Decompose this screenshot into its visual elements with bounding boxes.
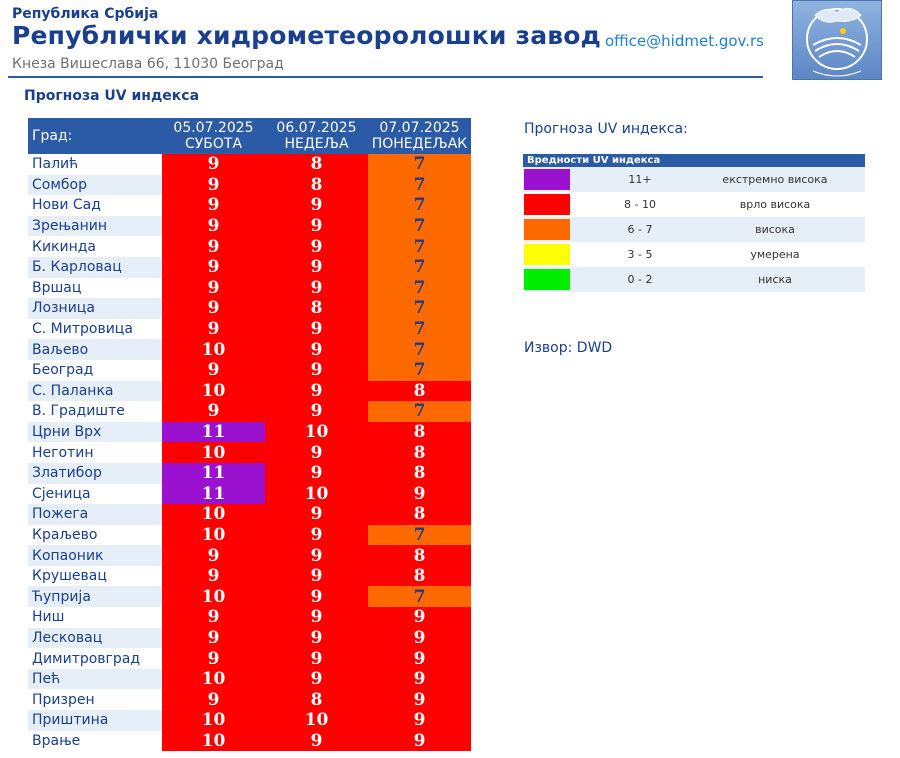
uv-value-cell: 9 — [265, 339, 368, 360]
uv-value-cell: 9 — [162, 216, 265, 237]
uv-value-cell: 11 — [162, 484, 265, 505]
city-name: Неготин — [28, 442, 162, 463]
uv-value-cell: 9 — [265, 257, 368, 278]
city-name: Краљево — [28, 525, 162, 546]
uv-value-cell: 9 — [162, 360, 265, 381]
legend-color-swatch — [524, 244, 570, 265]
uv-value-cell: 9 — [265, 442, 368, 463]
day-weekday: НЕДЕЉА — [284, 136, 349, 152]
city-name: Б. Карловац — [28, 257, 162, 278]
uv-value-cell: 8 — [265, 689, 368, 710]
city-name: Ваљево — [28, 339, 162, 360]
table-row — [28, 648, 471, 669]
city-name: Сјеница — [28, 484, 162, 505]
uv-value-cell: 7 — [368, 586, 471, 607]
day-date: 06.07.2025 — [276, 120, 357, 136]
table-row — [28, 484, 471, 505]
uv-value-cell: 9 — [265, 195, 368, 216]
uv-value-cell: 8 — [368, 545, 471, 566]
uv-value-cell: 9 — [265, 607, 368, 628]
institution-name[interactable]: Републички хидрометеоролошки завод — [12, 21, 602, 50]
table-row — [28, 731, 471, 752]
uv-value-cell: 9 — [265, 216, 368, 237]
uv-value-cell: 9 — [162, 278, 265, 299]
uv-value-cell: 9 — [265, 463, 368, 484]
day-weekday: СУБОТА — [184, 136, 243, 152]
uv-value-cell: 9 — [162, 566, 265, 587]
table-row — [28, 607, 471, 628]
email-link[interactable]: office@hidmet.gov.rs — [605, 32, 765, 50]
uv-value-cell: 10 — [162, 381, 265, 402]
uv-value-cell: 10 — [162, 710, 265, 731]
city-name: Лозница — [28, 298, 162, 319]
city-name: С. Митровица — [28, 319, 162, 340]
uv-value-cell: 9 — [368, 669, 471, 690]
uv-value-cell: 8 — [368, 442, 471, 463]
uv-value-cell: 9 — [162, 319, 265, 340]
legend-label: екстремно висока — [722, 173, 828, 186]
institution-address: Кнеза Вишеслава 66, 11030 Београд — [12, 56, 284, 72]
city-name: Зрењанин — [28, 216, 162, 237]
table-row — [28, 381, 471, 402]
legend-color-swatch — [524, 169, 570, 190]
legend-label: умерена — [750, 248, 800, 261]
city-name: Врање — [28, 731, 162, 752]
uv-value-cell: 9 — [265, 278, 368, 299]
uv-value-cell: 11 — [162, 422, 265, 443]
table-row — [28, 422, 471, 443]
uv-value-cell: 9 — [162, 236, 265, 257]
uv-value-cell: 8 — [368, 463, 471, 484]
uv-value-cell: 9 — [265, 525, 368, 546]
uv-value-cell: 10 — [162, 504, 265, 525]
uv-value-cell: 9 — [162, 628, 265, 649]
city-name: Нови Сад — [28, 195, 162, 216]
uv-value-cell: 8 — [265, 298, 368, 319]
uv-value-cell: 9 — [162, 401, 265, 422]
table-row — [28, 504, 471, 525]
table-row — [28, 257, 471, 278]
legend-title: Прогноза UV индекса: — [524, 121, 688, 137]
uv-forecast-table — [28, 118, 471, 751]
city-name: Пећ — [28, 669, 162, 690]
uv-value-cell: 9 — [162, 607, 265, 628]
table-row — [28, 195, 471, 216]
uv-value-cell: 7 — [368, 236, 471, 257]
uv-value-cell: 9 — [368, 484, 471, 505]
city-name: Крушевац — [28, 566, 162, 587]
legend-range: 11+ — [628, 173, 652, 186]
legend-label: висока — [755, 223, 795, 236]
uv-value-cell: 9 — [265, 669, 368, 690]
uv-value-cell: 9 — [265, 401, 368, 422]
uv-value-cell: 9 — [368, 689, 471, 710]
header-divider — [8, 76, 763, 78]
legend-header: Вредности UV индекса — [523, 154, 865, 167]
uv-value-cell: 9 — [162, 257, 265, 278]
rhmz-logo[interactable] — [792, 0, 882, 80]
table-row — [28, 278, 471, 299]
city-name: Призрен — [28, 689, 162, 710]
uv-value-cell: 9 — [368, 648, 471, 669]
table-row — [28, 401, 471, 422]
legend-color-swatch — [524, 269, 570, 290]
uv-value-cell: 8 — [368, 504, 471, 525]
city-name: Београд — [28, 360, 162, 381]
uv-value-cell: 9 — [265, 648, 368, 669]
uv-value-cell: 9 — [368, 628, 471, 649]
uv-value-cell: 10 — [162, 442, 265, 463]
uv-table-body — [28, 154, 471, 751]
page-title: Прогноза UV индекса — [24, 88, 200, 104]
city-column-header: Град: — [28, 118, 162, 154]
legend-item — [523, 217, 865, 242]
uv-value-cell: 7 — [368, 278, 471, 299]
uv-value-cell: 7 — [368, 154, 471, 175]
legend-item — [523, 267, 865, 292]
country-name: Република Србија — [12, 6, 159, 22]
table-row — [28, 545, 471, 566]
uv-value-cell: 7 — [368, 175, 471, 196]
uv-value-cell: 9 — [265, 381, 368, 402]
table-row — [28, 463, 471, 484]
uv-value-cell: 9 — [265, 236, 368, 257]
uv-value-cell: 7 — [368, 525, 471, 546]
legend-label: ниска — [758, 273, 792, 286]
uv-value-cell: 7 — [368, 195, 471, 216]
city-name: Приштина — [28, 710, 162, 731]
legend-range: 8 - 10 — [624, 198, 656, 211]
uv-value-cell: 10 — [162, 339, 265, 360]
city-name: Копаоник — [28, 545, 162, 566]
legend-range: 0 - 2 — [627, 273, 653, 286]
table-row — [28, 689, 471, 710]
table-row — [28, 710, 471, 731]
uv-value-cell: 9 — [265, 586, 368, 607]
uv-value-cell: 8 — [368, 381, 471, 402]
page-header — [0, 0, 900, 80]
city-name: Ниш — [28, 607, 162, 628]
legend-color-swatch — [524, 219, 570, 240]
uv-value-cell: 9 — [162, 154, 265, 175]
uv-value-cell: 7 — [368, 339, 471, 360]
uv-value-cell: 9 — [265, 504, 368, 525]
uv-value-cell: 9 — [265, 360, 368, 381]
city-name: Палић — [28, 154, 162, 175]
table-row — [28, 216, 471, 237]
table-row — [28, 525, 471, 546]
uv-value-cell: 9 — [265, 319, 368, 340]
uv-value-cell: 7 — [368, 298, 471, 319]
day-date: 05.07.2025 — [173, 120, 254, 136]
table-row — [28, 566, 471, 587]
city-name: Димитровград — [28, 648, 162, 669]
uv-value-cell: 9 — [162, 648, 265, 669]
uv-value-cell: 9 — [162, 175, 265, 196]
uv-value-cell: 8 — [368, 422, 471, 443]
uv-value-cell: 7 — [368, 216, 471, 237]
uv-value-cell: 7 — [368, 401, 471, 422]
table-row — [28, 628, 471, 649]
table-row — [28, 236, 471, 257]
uv-value-cell: 7 — [368, 360, 471, 381]
table-row — [28, 298, 471, 319]
uv-value-cell: 9 — [265, 566, 368, 587]
city-name: Лесковац — [28, 628, 162, 649]
uv-value-cell: 8 — [265, 175, 368, 196]
uv-value-cell: 10 — [265, 484, 368, 505]
uv-value-cell: 9 — [162, 689, 265, 710]
uv-value-cell: 9 — [368, 710, 471, 731]
legend-label: врло висока — [739, 198, 811, 211]
data-source: Извор: DWD — [524, 340, 613, 356]
uv-value-cell: 7 — [368, 319, 471, 340]
table-row — [28, 669, 471, 690]
city-name: Сомбор — [28, 175, 162, 196]
table-row — [28, 175, 471, 196]
uv-value-cell: 11 — [162, 463, 265, 484]
day-date: 07.07.2025 — [379, 120, 460, 136]
uv-value-cell: 9 — [162, 195, 265, 216]
uv-value-cell: 10 — [162, 525, 265, 546]
uv-value-cell: 9 — [265, 545, 368, 566]
table-row — [28, 339, 471, 360]
legend-color-swatch — [524, 194, 570, 215]
city-name: Златибор — [28, 463, 162, 484]
uv-value-cell: 10 — [265, 710, 368, 731]
city-name: С. Паланка — [28, 381, 162, 402]
table-row — [28, 154, 471, 175]
legend-item — [523, 167, 865, 192]
city-name: Вршац — [28, 278, 162, 299]
day-column-header — [265, 118, 368, 154]
uv-value-cell: 9 — [162, 545, 265, 566]
day-weekday: ПОНЕДЕЉАК — [371, 136, 468, 152]
uv-value-cell: 10 — [162, 669, 265, 690]
city-name: Пожега — [28, 504, 162, 525]
table-row — [28, 442, 471, 463]
uv-value-cell: 10 — [162, 586, 265, 607]
day-column-header — [368, 118, 471, 154]
day-column-header — [162, 118, 265, 154]
legend-range: 3 - 5 — [627, 248, 653, 261]
uv-value-cell: 10 — [265, 422, 368, 443]
uv-value-cell: 8 — [368, 566, 471, 587]
table-row — [28, 360, 471, 381]
uv-value-cell: 8 — [265, 154, 368, 175]
city-name: В. Градиште — [28, 401, 162, 422]
uv-value-cell: 7 — [368, 257, 471, 278]
table-row — [28, 586, 471, 607]
city-name: Ћуприја — [28, 586, 162, 607]
uv-legend — [523, 154, 865, 292]
legend-item — [523, 242, 865, 267]
uv-value-cell: 9 — [265, 731, 368, 752]
legend-item — [523, 192, 865, 217]
legend-rows — [523, 167, 865, 292]
uv-value-cell: 9 — [368, 731, 471, 752]
uv-value-cell: 9 — [368, 607, 471, 628]
city-name: Црни Врх — [28, 422, 162, 443]
uv-value-cell: 10 — [162, 731, 265, 752]
uv-value-cell: 9 — [265, 628, 368, 649]
uv-value-cell: 9 — [162, 298, 265, 319]
table-row — [28, 319, 471, 340]
city-name: Кикинда — [28, 236, 162, 257]
legend-range: 6 - 7 — [627, 223, 653, 236]
table-header-row — [28, 118, 471, 154]
logo-emblem-icon — [793, 1, 881, 79]
